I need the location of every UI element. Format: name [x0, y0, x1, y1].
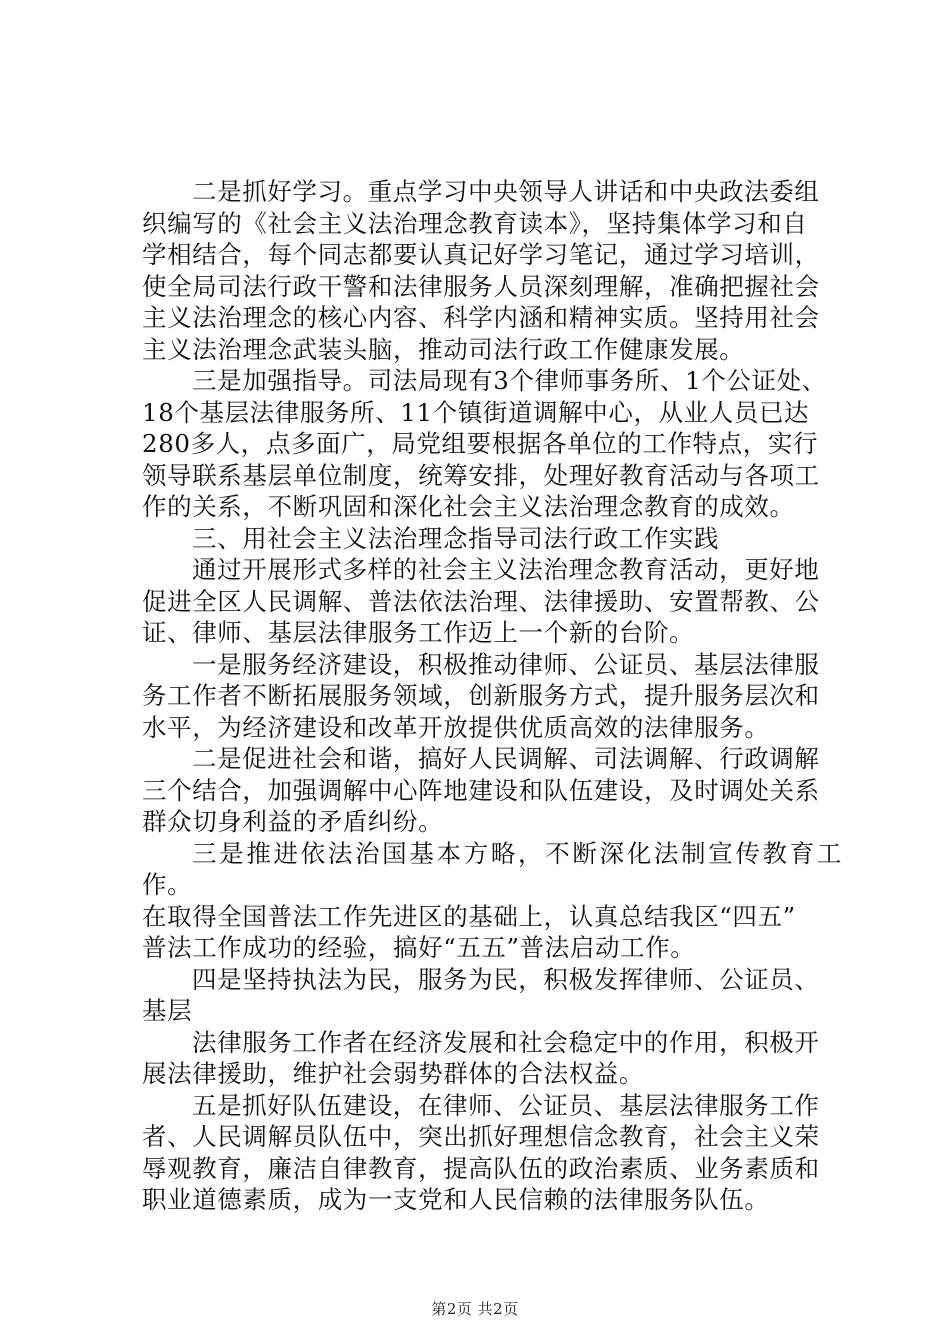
paragraph-team-building: 五是抓好队伍建设，在律师、公证员、基层法律服务工作 者、人民调解员队伍中，突出抓好理想信念教育，社会主义荣 辱观教育，廉洁自律教育，提高队伍的政治素质、业务素质和 职业道德素质，成为一支党和人民信赖的法律服务队伍。 [142, 1090, 820, 1214]
paragraph-guidance: 三是加强指导。司法局现有3个律师事务所、1个公证处、 18个基层法律服务所、11个镇街道调解中心，从业人员已达 280多人，点多面广，局党组要根据各单位的工作特点，实行 领导联系基层单位制度，统筹安排，处理好教育活动与各项工 作的关系，不断巩固和深化社会主义法治理念教育的成效。 [142, 366, 827, 521]
document-body [142, 176, 842, 1216]
paragraph-serve-people: 四是坚持执法为民，服务为民，积极发挥律师、公证员、 基层 [142, 964, 820, 1025]
paragraph-intro: 通过开展形式多样的社会主义法治理念教育活动，更好地 促进全区人民调解、普法依法治理、法律援助、安置帮教、公 证、律师、基层法律服务工作迈上一个新的台阶。 [142, 555, 820, 647]
section-heading: 三、用社会主义法治理念指导司法行政工作实践 [192, 523, 720, 553]
paragraph-rule-of-law: 三是推进依法治国基本方略，不断深化法制宣传教育工作。 在取得全国普法工作先进区的基础上，认真总结我区“四五” 普法工作成功的经验，搞好“五五”普法启动工作。 [142, 838, 842, 962]
paragraph-legal-workers: 法律服务工作者在经济发展和社会稳定中的作用，积极开 展法律援助，维护社会弱势群体的合法权益。 [142, 1027, 820, 1088]
page-number-footer: 第2页 共2页 [431, 1300, 519, 1318]
paragraph-study: 二是抓好学习。重点学习中央领导人讲话和中央政法委组 织编写的《社会主义法治理念教育读本》，坚持集体学习和自 学相结合，每个同志都要认真记好学习笔记，通过学习培训， 使全局司法行政干警和法律服务人员深刻理解，准确把握社会 主义法治理念的核心内容、科学内涵和精神实质。坚持用社会 主义法治理念武装头脑，推动司法行政工作健康发展。 [142, 177, 820, 364]
paragraph-economy: 一是服务经济建设，积极推动律师、公证员、基层法律服 务工作者不断拓展服务领域，创新服务方式，提升服务层次和 水平，为经济建设和改革开放提供优质高效的法律服务。 [142, 649, 820, 742]
paragraph-harmony: 二是促进社会和谐，搞好人民调解、司法调解、行政调解 三个结合，加强调解中心阵地建设和队伍建设，及时调处关系 群众切身利益的矛盾纠纷。 [142, 744, 820, 836]
